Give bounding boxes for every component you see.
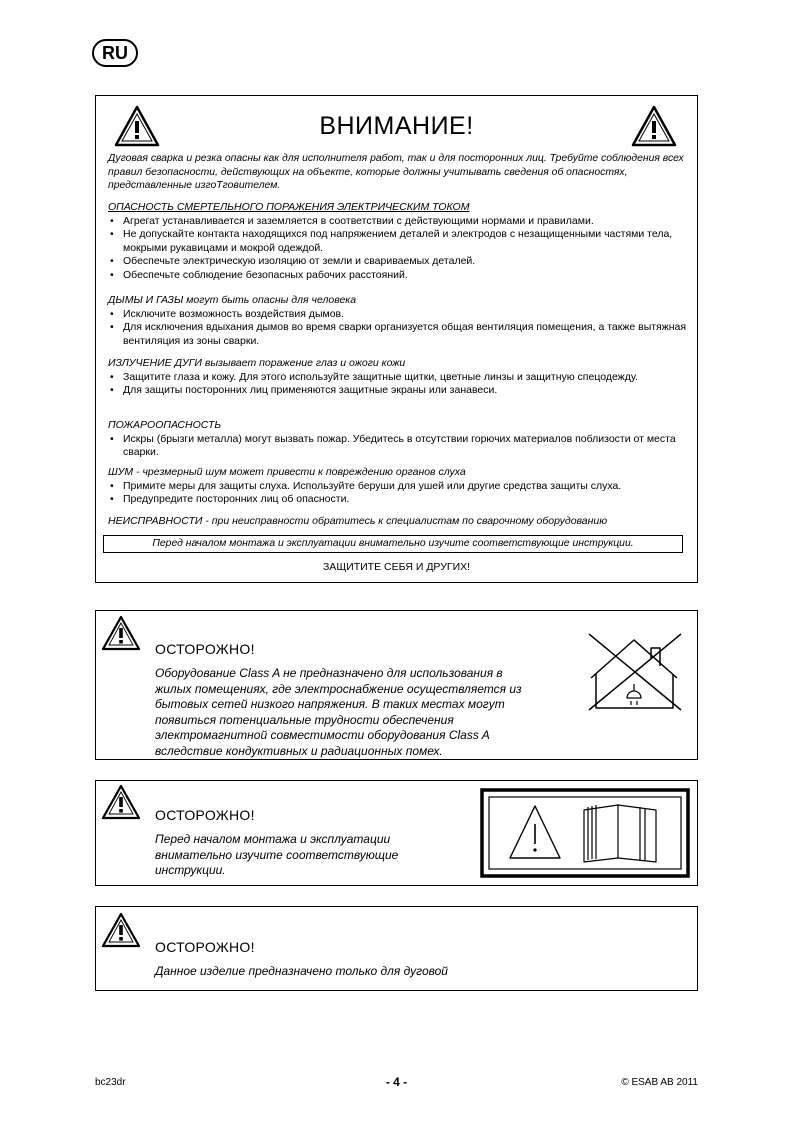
caution-title: ОСТОРОЖНО! [155, 807, 255, 823]
hazard-section-noise [108, 466, 693, 507]
warning-intro: Дуговая сварка и резка опасны как для исполнителя работ, так и для посторонних лиц. Требуйте соблюдения всех правил безопасности, действующих на объекте, которые должны учитывать сведения об опасностях, представленные изгоТговителем. [108, 153, 684, 191]
text-line: Перед началом монтажа и эксплуатации [155, 832, 391, 846]
caution-text [155, 832, 455, 879]
caution-title: ОСТОРОЖНО! [155, 939, 255, 955]
bullet-item: • Искры (брызги металла) могут вызвать пожар. Убедитесь в отсутствии горючих материалов поблизости от места сварки. [108, 433, 693, 460]
bullet-item: • Для исключения вдыхания дымов во время сварки организуется общая вентиляция помещения, а также вытяжная вентиляция из зоны сварки. [108, 321, 693, 348]
bullet-item: • Обеспечьте электрическую изоляцию от земли и свариваемых деталей. [108, 255, 693, 269]
language-badge: RU [92, 39, 138, 67]
text-line: внимательно изучите соответствующие [155, 847, 399, 862]
bullet-item: • Предупредите посторонних лиц об опасности. [108, 493, 693, 507]
hazard-section-malfunction [108, 515, 693, 529]
warning-triangle-icon [101, 912, 141, 948]
bullet-item: • Не допускайте контакта находящихся под напряжением деталей и электродов с незащищенными частями тела, мокрыми рукавицами и мокрой одеждой. [108, 228, 693, 255]
caution-text [155, 666, 575, 759]
open-manual-icon [584, 805, 656, 862]
document-code: bc23dr [95, 1077, 126, 1088]
section-heading: ИЗЛУЧЕНИЕ ДУГИ вызывает поражение глаз и ожоги кожи [108, 357, 406, 369]
warning-title: ВНИМАНИЕ! [319, 112, 474, 140]
text-line: инструкции. [155, 863, 226, 877]
section-heading: ДЫМЫ И ГАЗЫ могут быть опасны для человека [108, 294, 357, 306]
bullet-item: • Для защиты посторонних лиц применяются защитные экраны или занавеси. [108, 384, 693, 398]
text-line: Данное изделие предназначено только для дуговой [155, 964, 448, 978]
warning-triangle-icon [101, 784, 141, 820]
text-line: появиться потенциальные трудности обеспечения [155, 712, 454, 727]
caution-title: ОСТОРОЖНО! [155, 641, 255, 657]
section-heading: ПОЖАРООПАСНОСТЬ [108, 419, 222, 431]
warning-triangle-icon [101, 615, 141, 651]
hazard-section-fumes [108, 294, 693, 348]
bullet-item: • Обеспечьте соблюдение безопасных рабочих расстояний. [108, 269, 693, 283]
section-heading: ОПАСНОСТЬ СМЕРТЕЛЬНОГО ПОРАЖЕНИЯ ЭЛЕКТРИЧЕСКИМ ТОКОМ [108, 201, 470, 213]
read-manual-pictogram [480, 788, 690, 878]
hazard-section-electric [108, 201, 693, 282]
caution-text [155, 964, 575, 980]
bullet-item: • Агрегат устанавливается и заземляется в соответствии с действующими нормами и правилами. [108, 215, 693, 229]
text-line: вследствие кондуктивных и радиационных помех. [155, 743, 443, 758]
text-line: жилых помещениях, где электроснабжение осуществляется из [155, 681, 522, 696]
text-line: бытовых сетей низкого напряжения. В таких местах могут [155, 697, 505, 711]
protect-line: ЗАЩИТИТЕ СЕБЯ И ДРУГИХ! [322, 561, 471, 573]
bullet-item: • Защитите глаза и кожу. Для этого используйте защитные щитки, цветные линзы и защитную спецодежду. [108, 371, 693, 385]
warning-triangle-icon [510, 806, 560, 858]
no-residential-use-icon [581, 630, 687, 714]
section-heading: НЕИСПРАВНОСТИ - при неисправности обратитесь к специалистам по сварочному оборудованию [108, 515, 608, 527]
text-line: Оборудование Class A не предназначено для использования в [155, 666, 503, 680]
hazard-section-arc-radiation [108, 357, 693, 398]
hazard-section-fire [108, 419, 693, 460]
page-number: - 4 - [385, 1075, 408, 1089]
copyright: © ESAB AB 2011 [621, 1077, 698, 1088]
section-heading: ШУМ - чрезмерный шум может привести к повреждению органов слуха [108, 466, 466, 478]
bullet-item: • Исключите возможность воздействия дымов. [108, 308, 693, 322]
bullet-item: • Примите меры для защиты слуха. Используйте беруши для ушей или другие средства защиты слуха. [108, 480, 693, 494]
instruction-note: Перед началом монтажа и эксплуатации внимательно изучите соответствующие инструкции. [103, 535, 683, 553]
text-line: электромагнитной совместимости оборудования Class A [155, 728, 490, 742]
